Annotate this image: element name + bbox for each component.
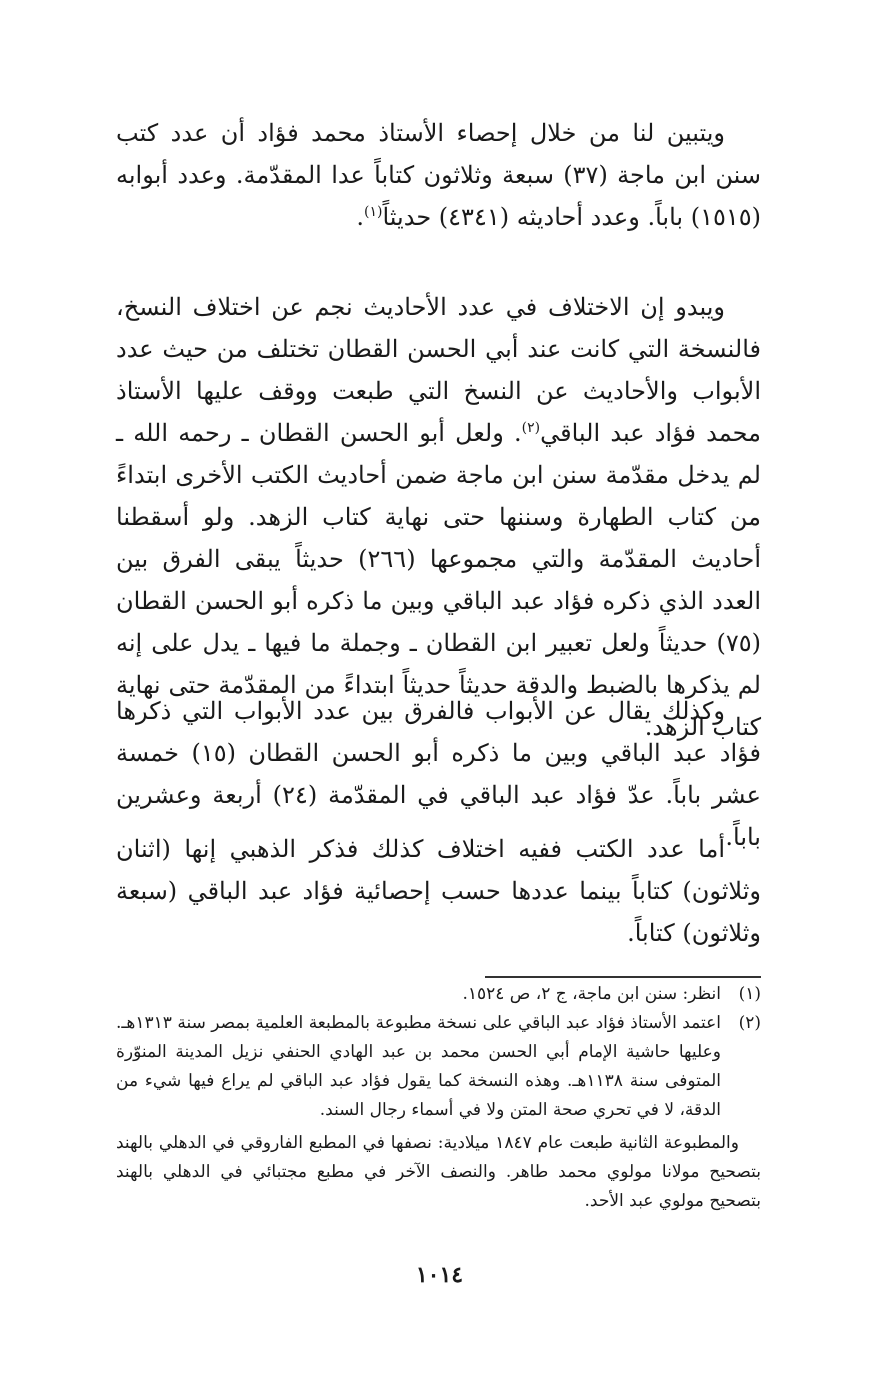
paragraph-chapters-difference: وكذلك يقال عن الأبواب فالفرق بين عدد الأبواب التي ذكرها فؤاد عبد الباقي وبين ما ذكره أبو الحسن القطان (١٥) خمسة عشر باباً. عدّ فؤاد عبد الباقي في المقدّمة (٢٤) أربعة وعشرين باباً. <box>116 697 762 851</box>
page-number: ١٠١٤ <box>415 1262 464 1288</box>
footnote-text: انظر: سنن ابن ماجة، ج ٢، ص ١٥٢٤. <box>462 984 721 1004</box>
paragraph-hadith-difference <box>116 286 761 748</box>
paragraph-text: ويبدو إن الاختلاف في عدد الأحاديث نجم عن اختلاف النسخ، فالنسخة التي كانت عند أبي الحسن القطان تختلف من حيث عدد الأبواب والأحاديث عن النسخ التي طبعت ووقف عليها الأستاذ محمد فؤاد عبد الباقي <box>116 293 762 447</box>
paragraph-end: . <box>356 203 365 231</box>
footnote-text: اعتمد الأستاذ فؤاد عبد الباقي على نسخة مطبوعة بالمطبعة العلمية بمصر سنة ١٣١٣هـ. وعليها حاشية الإمام أبي الحسن محمد بن عبد الهادي الحنفي نزيل المدينة المنوّرة المتوفى سنة ١١٣٨هـ. وهذه النسخة كما يقول فؤاد عبد الباقي لم يراع فيها شيء من الدقة، لا في تحري صحة المتن ولا في أسماء رجال السند. <box>116 1013 721 1120</box>
paragraph-chapter-counts <box>116 112 761 238</box>
paragraph-books-difference: أما عدد الكتب ففيه اختلاف كذلك فذكر الذهبي إنها (اثنان وثلاثون) كتاباً بينما عددها حسب إحصائية فؤاد عبد الباقي (سبعة وثلاثون) كتاباً. <box>116 835 761 947</box>
footnote-number: (٢) <box>738 1013 761 1033</box>
footnote-ref-1[interactable]: (١) <box>364 204 383 220</box>
footnote-number: (١) <box>738 984 761 1004</box>
paragraph-text: ويتبين لنا من خلال إحصاء الأستاذ محمد فؤاد أن عدد كتب سنن ابن ماجة (٣٧) سبعة وثلاثون كتاباً عدا المقدّمة. وعدد أبوابه (١٥١٥) باباً. وعدد أحاديثه (٤٣٤١) حديثاً <box>116 119 761 231</box>
footnote-1 <box>116 980 761 1009</box>
paragraph-text-continued: . ولعل أبو الحسن القطان ـ رحمه الله ـ لم يدخل مقدّمة سنن ابن ماجة ضمن أحاديث الكتب الأخرى ابتداءً من كتاب الطهارة وسننها حتى نهاية كتاب الزهد. ولو أسقطنا أحاديث المقدّمة والتي مجموعها (٢٦٦) حديثاً يبقى الفرق بين العدد الذي ذكره فؤاد عبد الباقي وبين ما ذكره أبو الحسن القطان (٧٥) حديثاً ولعل تعبير ابن القطان ـ وجملة ما فيها ـ يدل على إنه لم يذكرها بالضبط والدقة حديثاً حديثاً ابتداءً من المقدّمة حتى نهاية كتاب الزهد. <box>116 419 761 741</box>
footnote-ref-2[interactable]: (٢) <box>521 420 541 436</box>
footnotes-section <box>116 980 761 1216</box>
footnote-divider <box>485 976 761 978</box>
footnote-2-continuation: والمطبوعة الثانية طبعت عام ١٨٤٧ ميلادية: نصفها في المطبع الفاروقي في الدهلي بالهند بتصحيح مولانا مولوي محمد طاهر. والنصف الآخر في مطبع مجتبائي في الدهلي بالهند بتصحيح مولوي عبد الأحد. <box>116 1133 761 1211</box>
footnote-2 <box>116 1009 761 1125</box>
